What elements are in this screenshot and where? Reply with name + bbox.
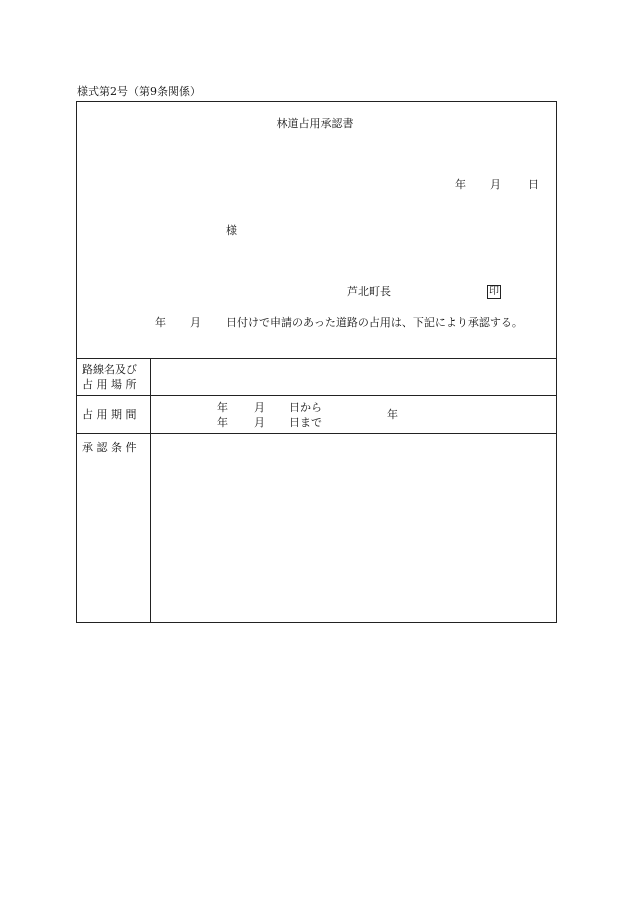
route-location-label bbox=[82, 362, 137, 392]
table-column-divider bbox=[150, 358, 151, 622]
table-divider bbox=[76, 433, 557, 434]
period-from-year: 年 bbox=[217, 401, 228, 414]
period-to-month: 月 bbox=[254, 416, 265, 429]
occupancy-period-label: 占 用 期 間 bbox=[82, 408, 137, 421]
seal-mark bbox=[487, 284, 501, 299]
body-year-label: 年 bbox=[155, 316, 166, 329]
form-number-label: 様式第2号（第9条関係） bbox=[77, 85, 201, 98]
date-year-label: 年 bbox=[455, 178, 466, 191]
route-label-line2: 占 用 場 所 bbox=[82, 378, 137, 391]
period-from-month: 月 bbox=[254, 401, 265, 414]
date-day-label: 日 bbox=[528, 178, 539, 191]
period-years-unit: 年 bbox=[387, 408, 398, 421]
approval-conditions-label: 承 認 条 件 bbox=[82, 441, 137, 454]
seal-stamp: 印 bbox=[489, 286, 499, 297]
approval-form-frame bbox=[76, 101, 557, 623]
period-from-day: 日から bbox=[289, 401, 322, 414]
addressee-honorific: 様 bbox=[226, 224, 237, 237]
route-label-line1: 路線名及び bbox=[82, 363, 137, 376]
body-month-label: 月 bbox=[190, 316, 201, 329]
date-month-label: 月 bbox=[490, 178, 501, 191]
approval-statement: 日付けで申請のあった道路の占用は、下記により承認する。 bbox=[226, 316, 523, 329]
period-to-year: 年 bbox=[217, 416, 228, 429]
period-to-day: 日まで bbox=[289, 416, 322, 429]
issuer-name: 芦北町長 bbox=[347, 285, 391, 298]
table-divider bbox=[76, 395, 557, 396]
table-divider bbox=[76, 358, 557, 359]
document-title: 林道占用承認書 bbox=[276, 117, 354, 130]
